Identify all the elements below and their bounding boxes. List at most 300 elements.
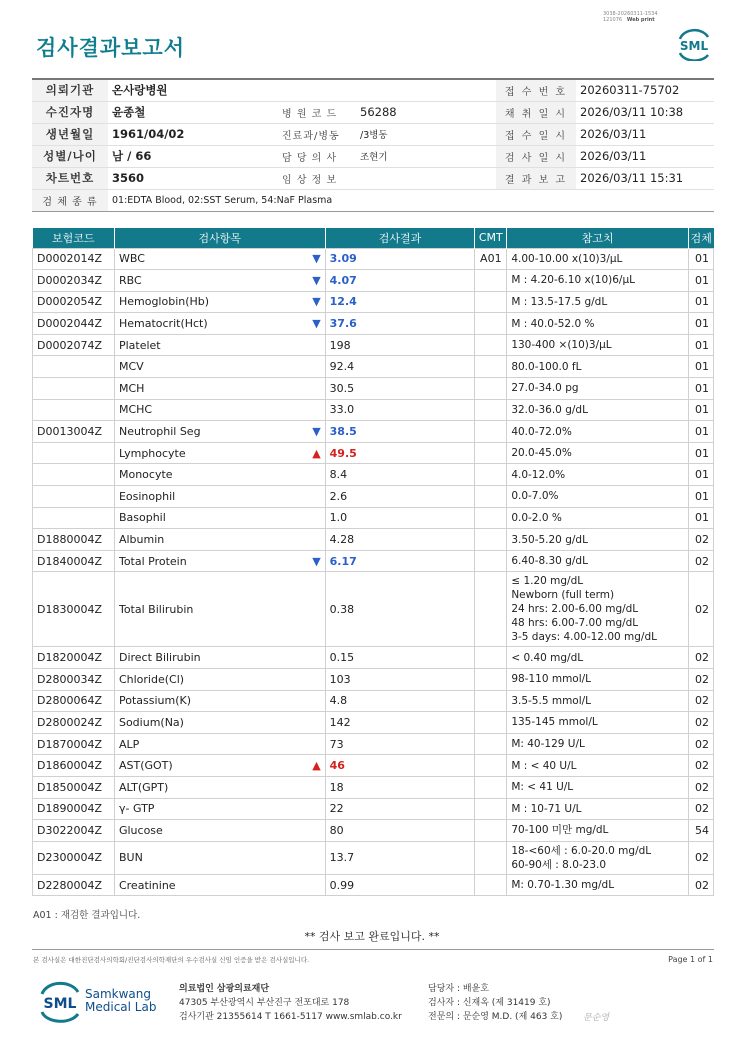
insurance-code-text: D2800034Z (37, 672, 102, 686)
comment (475, 712, 507, 734)
low-flag-icon: ▼ (312, 554, 321, 568)
test-result (325, 356, 475, 378)
birthdate: 1961/04/02 (108, 123, 278, 145)
insurance-code (33, 507, 115, 529)
low-flag-icon: ▼ (312, 425, 321, 439)
reference-range-text: 135-145 mmol/L (511, 716, 598, 729)
footnote: A01 : 재검한 결과입니다. (33, 910, 141, 921)
insurance-code-text: D0002044Z (37, 317, 102, 331)
svg-text:SML: SML (679, 39, 709, 53)
test-result-text: 3.09 (329, 252, 357, 266)
test-result (325, 421, 475, 443)
specimen-code-text: 02 (695, 802, 709, 816)
table-row (33, 291, 714, 313)
staff-manager: 담당자 : 배윤호 (428, 984, 489, 994)
specimen-code (688, 464, 713, 486)
test-result-text: 46 (329, 759, 345, 773)
reference-range (507, 733, 689, 755)
specimen-code-text: 02 (695, 780, 709, 794)
specimen-code-text: 02 (695, 694, 709, 708)
test-result-text: 0.99 (329, 878, 355, 892)
comment (475, 464, 507, 486)
reference-range-text: 130-400 ×(10)3/μL (511, 339, 612, 352)
test-result (325, 399, 475, 421)
test-name-text: WBC (118, 252, 145, 266)
test-name-text: Potassium(K) (118, 694, 191, 708)
test-name (114, 442, 325, 464)
specimen-code-text: 01 (695, 317, 709, 331)
comment (475, 291, 507, 313)
comment (475, 248, 507, 270)
specimen-code-text: 01 (695, 360, 709, 374)
reference-range (507, 248, 689, 270)
table-row (33, 399, 714, 421)
reference-range-text: M : 4.20-6.10 x(10)6/μL (511, 274, 635, 287)
insurance-code-text: D0002014Z (37, 252, 102, 266)
reference-range-text: 27.0-34.0 pg (511, 382, 579, 395)
test-name-text: Glucose (118, 823, 163, 837)
reference-range (507, 399, 689, 421)
test-name (114, 270, 325, 292)
insurance-code (33, 820, 115, 842)
specimen-code (688, 270, 713, 292)
page-number: Page 1 of 1 (668, 955, 713, 964)
test-name (114, 647, 325, 669)
header-col-1: 검사항목 (114, 228, 325, 248)
test-result (325, 874, 475, 896)
test-result (325, 669, 475, 691)
test-name (114, 841, 325, 874)
test-result-text: 38.5 (329, 425, 357, 439)
sml-logo-footer (38, 979, 82, 1023)
table-row (33, 712, 714, 734)
insurance-code (33, 776, 115, 798)
specimen-code-text: 02 (695, 851, 709, 865)
lab-name-line1: Samkwang (85, 987, 151, 1001)
test-name (114, 669, 325, 691)
table-row (33, 798, 714, 820)
specimen-code-text: 01 (695, 468, 709, 482)
test-name-text: Direct Bilirubin (118, 651, 201, 665)
insurance-code (33, 356, 115, 378)
org-info (179, 982, 402, 1024)
specimen-code (688, 874, 713, 896)
reference-range (507, 486, 689, 508)
reference-range (507, 798, 689, 820)
comment (475, 399, 507, 421)
insurance-code-text: D1840004Z (37, 554, 102, 568)
comment (475, 486, 507, 508)
reference-range (507, 550, 689, 572)
patient-info-table (32, 78, 714, 212)
specimen-code (688, 334, 713, 356)
specimen-code (688, 669, 713, 691)
specimen-code-text: 01 (695, 489, 709, 503)
comment (475, 442, 507, 464)
header-col-2: 검사결과 (325, 228, 475, 248)
label-receipt-no: 접 수 번 호 (496, 79, 576, 101)
insurance-code (33, 291, 115, 313)
specimen-code (688, 529, 713, 551)
test-name-text: Total Protein (118, 554, 187, 568)
insurance-code (33, 669, 115, 691)
test-result-text: 0.38 (329, 602, 355, 616)
test-name-text: Lymphocyte (118, 446, 186, 460)
insurance-code (33, 647, 115, 669)
table-row (33, 550, 714, 572)
label-receipt-date: 접 수 일 시 (496, 123, 576, 145)
reference-range (507, 712, 689, 734)
insurance-code-text: D2800024Z (37, 715, 102, 729)
reference-range (507, 647, 689, 669)
reference-range-text: < 0.40 mg/dL (511, 651, 584, 664)
table-row (33, 874, 714, 896)
test-result (325, 712, 475, 734)
reference-range-text: 3.5-5.5 mmol/L (511, 694, 592, 707)
label-test-date: 검 사 일 시 (496, 145, 576, 167)
specimen-code (688, 421, 713, 443)
staff-info (428, 982, 562, 1024)
insurance-code-text: D2300004Z (37, 851, 102, 865)
staff-specialist: 전문의 : 문순영 M.D. (제 463 호) (428, 1012, 563, 1022)
test-name (114, 712, 325, 734)
test-result (325, 841, 475, 874)
insurance-code (33, 550, 115, 572)
insurance-code (33, 690, 115, 712)
specimen-code (688, 712, 713, 734)
test-name (114, 755, 325, 777)
test-result-text: 1.0 (329, 511, 348, 525)
comment (475, 841, 507, 874)
insurance-code (33, 874, 115, 896)
test-name-text: MCH (118, 381, 145, 395)
label-requesting-org: 의뢰기관 (32, 79, 108, 101)
specimen-code (688, 507, 713, 529)
insurance-code (33, 378, 115, 400)
test-result-text: 18 (329, 780, 344, 794)
table-row (33, 755, 714, 777)
test-name-text: Albumin (118, 533, 165, 547)
org-name: 의료법인 삼광의료재단 (179, 984, 270, 994)
svg-text:SML: SML (43, 996, 77, 1012)
test-result (325, 550, 475, 572)
reference-range-text: 18-<60세 : 6.0-20.0 mg/dL 60-90세 : 8.0-23.0 (511, 844, 652, 871)
report-title: 검사결과보고서 (36, 36, 186, 60)
insurance-code-text: D1870004Z (37, 737, 102, 751)
test-result-text: 142 (329, 715, 351, 729)
hospital-code: 56288 (356, 101, 496, 123)
web-print-label: Web print (626, 17, 655, 23)
insurance-code-text: D1860004Z (37, 759, 102, 773)
test-result (325, 733, 475, 755)
insurance-code (33, 248, 115, 270)
specimen-code (688, 572, 713, 647)
comment (475, 572, 507, 647)
test-name (114, 334, 325, 356)
insurance-code-text: D2280004Z (37, 878, 102, 892)
specimen-code (688, 313, 713, 335)
test-name-text: Sodium(Na) (118, 715, 184, 729)
test-name (114, 572, 325, 647)
test-result (325, 572, 475, 647)
insurance-code (33, 798, 115, 820)
insurance-code-text: D0002074Z (37, 338, 102, 352)
insurance-code-text: D2800064Z (37, 694, 102, 708)
reference-range (507, 755, 689, 777)
header-col-0: 보험코드 (33, 228, 115, 248)
test-name (114, 248, 325, 270)
specimen-code-text: 01 (695, 425, 709, 439)
test-name-text: MCV (118, 360, 144, 374)
insurance-code (33, 712, 115, 734)
specimen-code (688, 776, 713, 798)
insurance-code (33, 442, 115, 464)
specimen-code-text: 02 (695, 651, 709, 665)
table-row (33, 733, 714, 755)
table-row (33, 378, 714, 400)
test-result (325, 334, 475, 356)
table-row (33, 529, 714, 551)
insurance-code-text: D1820004Z (37, 651, 102, 665)
specimen-code (688, 841, 713, 874)
test-result-text: 8.4 (329, 468, 348, 482)
insurance-code (33, 464, 115, 486)
signature: 문순영 (583, 1013, 610, 1023)
specimen-code-text: 01 (695, 511, 709, 525)
test-name (114, 291, 325, 313)
test-result (325, 378, 475, 400)
reference-range (507, 690, 689, 712)
reference-range-text: M : 40.0-52.0 % (511, 317, 595, 330)
test-result-text: 13.7 (329, 851, 355, 865)
specimen-code-text: 02 (695, 533, 709, 547)
header-col-5: 검체 (688, 228, 713, 248)
insurance-code (33, 421, 115, 443)
table-row (33, 841, 714, 874)
test-result-text: 0.15 (329, 651, 355, 665)
reference-range (507, 669, 689, 691)
lab-name-line2: Medical Lab (85, 1000, 157, 1014)
low-flag-icon: ▼ (312, 273, 321, 287)
completion-message: ** 검사 보고 완료입니다. ** (304, 930, 440, 943)
specimen-code (688, 378, 713, 400)
header-col-4: 참고치 (507, 228, 689, 248)
label-sex-age: 성별/나이 (32, 145, 108, 167)
reference-range-text: 70-100 미만 mg/dL (511, 824, 609, 837)
comment (475, 270, 507, 292)
test-name-text: ALT(GPT) (118, 780, 169, 794)
test-name (114, 776, 325, 798)
sml-logo (675, 27, 713, 61)
label-report-time: 결 과 보 고 (496, 167, 576, 189)
test-result (325, 529, 475, 551)
test-name-text: Creatinine (118, 878, 176, 892)
test-result-text: 73 (329, 737, 344, 751)
insurance-code (33, 486, 115, 508)
table-row (33, 669, 714, 691)
reference-range (507, 356, 689, 378)
test-result-text: 22 (329, 802, 344, 816)
physician: 조현기 (356, 145, 496, 167)
comment-text: A01 (480, 252, 502, 266)
test-result-text: 33.0 (329, 403, 355, 417)
org-address: 47305 부산광역시 부산진구 전포대로 178 (179, 998, 350, 1008)
specimen-code-text: 02 (695, 554, 709, 568)
test-name-text: Neutrophil Seg (118, 425, 201, 439)
reference-range (507, 442, 689, 464)
requesting-org: 온사랑병원 (108, 79, 278, 101)
specimen-code (688, 820, 713, 842)
reference-range (507, 378, 689, 400)
test-result (325, 442, 475, 464)
insurance-code-text: D1830004Z (37, 602, 102, 616)
reference-range-text: M : 10-71 U/L (511, 802, 582, 815)
insurance-code-text: D1880004Z (37, 533, 102, 547)
table-row (33, 776, 714, 798)
insurance-code-text: D3022004Z (37, 823, 102, 837)
test-name (114, 378, 325, 400)
comment (475, 820, 507, 842)
header-col-3: CMT (475, 228, 507, 248)
test-result-text: 30.5 (329, 381, 355, 395)
test-name (114, 820, 325, 842)
comment (475, 733, 507, 755)
insurance-code (33, 270, 115, 292)
test-name-text: Total Bilirubin (118, 602, 194, 616)
specimen-code (688, 291, 713, 313)
reference-range (507, 820, 689, 842)
test-name (114, 798, 325, 820)
test-name (114, 507, 325, 529)
test-name-text: Hematocrit(Hct) (118, 317, 208, 331)
print-id-line1: 3038-20260311-1534 (603, 11, 658, 17)
high-flag-icon: ▲ (312, 759, 321, 773)
test-result-text: 6.17 (329, 554, 357, 568)
table-row (33, 248, 714, 270)
reference-range (507, 334, 689, 356)
reference-range (507, 291, 689, 313)
reference-range (507, 776, 689, 798)
print-id (603, 11, 693, 23)
comment (475, 529, 507, 551)
table-row (33, 690, 714, 712)
test-result (325, 291, 475, 313)
test-date: 2026/03/11 (576, 145, 714, 167)
test-name-text: γ- GTP (118, 802, 155, 816)
reference-range (507, 464, 689, 486)
test-name (114, 529, 325, 551)
insurance-code (33, 313, 115, 335)
test-result (325, 776, 475, 798)
test-result-text: 49.5 (329, 446, 357, 460)
reference-range (507, 507, 689, 529)
specimen-code-text: 01 (695, 252, 709, 266)
comment (475, 690, 507, 712)
test-result (325, 755, 475, 777)
specimen-code-text: 02 (695, 602, 709, 616)
high-flag-icon: ▲ (312, 446, 321, 460)
reference-range-text: 0.0-2.0 % (511, 511, 562, 524)
table-row (33, 507, 714, 529)
test-name-text: RBC (118, 273, 142, 287)
test-name (114, 399, 325, 421)
label-dept-ward: 진료과/병동 (278, 123, 356, 145)
reference-range-text: 3.50-5.20 g/dL (511, 533, 588, 546)
specimen-code-text: 02 (695, 737, 709, 751)
reference-range (507, 529, 689, 551)
reference-range-text: 20.0-45.0% (511, 447, 572, 460)
specimen-code (688, 399, 713, 421)
chart-no: 3560 (108, 167, 278, 189)
sex-age: 남 / 66 (108, 145, 278, 167)
test-result-text: 12.4 (329, 295, 357, 309)
table-row (33, 464, 714, 486)
results-table (32, 228, 714, 896)
test-result (325, 798, 475, 820)
insurance-code-text: D1850004Z (37, 780, 102, 794)
test-result (325, 486, 475, 508)
test-name-text: Chloride(Cl) (118, 672, 185, 686)
test-name-text: AST(GOT) (118, 759, 173, 773)
table-row (33, 270, 714, 292)
test-result (325, 507, 475, 529)
test-result-text: 4.28 (329, 533, 355, 547)
label-physician: 담 당 의 사 (278, 145, 356, 167)
comment (475, 421, 507, 443)
test-result-text: 4.8 (329, 694, 348, 708)
label-specimen-type: 검 체 종 류 (32, 189, 108, 211)
table-row (33, 442, 714, 464)
test-name-text: Eosinophil (118, 489, 176, 503)
comment (475, 669, 507, 691)
insurance-code (33, 841, 115, 874)
specimen-code (688, 755, 713, 777)
specimen-code-text: 02 (695, 672, 709, 686)
test-name (114, 356, 325, 378)
test-name-text: BUN (118, 851, 143, 865)
table-row (33, 572, 714, 647)
reference-range-text: 80.0-100.0 fL (511, 360, 582, 373)
test-result (325, 464, 475, 486)
test-name-text: Basophil (118, 511, 166, 525)
specimen-code (688, 733, 713, 755)
reference-range-text: M: < 41 U/L (511, 781, 574, 794)
reference-range (507, 270, 689, 292)
results-header (33, 228, 714, 248)
test-result-text: 92.4 (329, 360, 355, 374)
insurance-code (33, 334, 115, 356)
insurance-code (33, 529, 115, 551)
specimen-code (688, 690, 713, 712)
reference-range (507, 572, 689, 647)
low-flag-icon: ▼ (312, 252, 321, 266)
label-patient-name: 수진자명 (32, 101, 108, 123)
receipt-date: 2026/03/11 (576, 123, 714, 145)
label-birthdate: 생년월일 (32, 123, 108, 145)
label-chart-no: 차트번호 (32, 167, 108, 189)
comment (475, 313, 507, 335)
reference-range-text: 98-110 mmol/L (511, 673, 592, 686)
clinical-info (356, 167, 496, 189)
specimen-code-text: 01 (695, 446, 709, 460)
reference-range-text: M: 40-129 U/L (511, 738, 585, 751)
insurance-code-text: D0002034Z (37, 273, 102, 287)
label-hospital-code: 병 원 코 드 (278, 101, 356, 123)
table-row (33, 356, 714, 378)
lab-name (85, 988, 156, 1014)
low-flag-icon: ▼ (312, 295, 321, 309)
reference-range-text: 32.0-36.0 g/dL (511, 403, 588, 416)
